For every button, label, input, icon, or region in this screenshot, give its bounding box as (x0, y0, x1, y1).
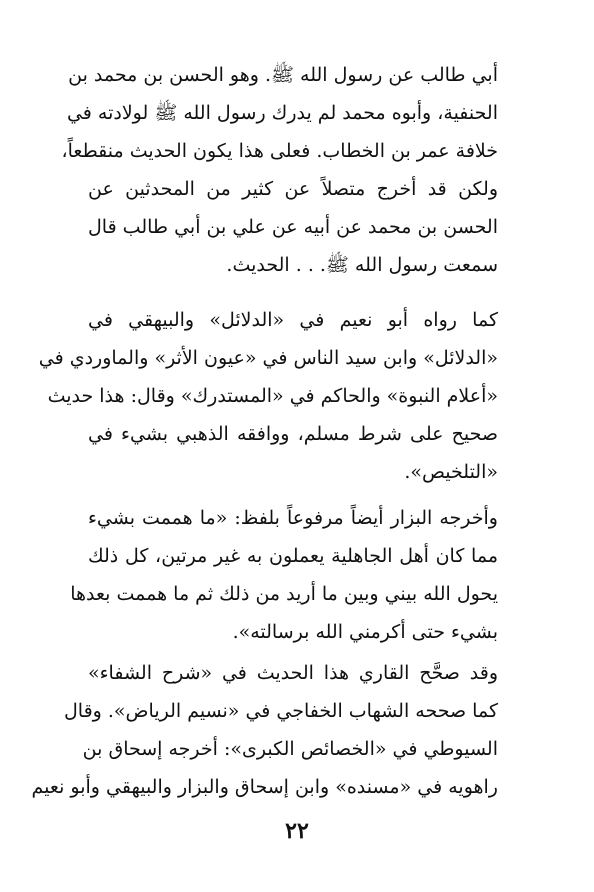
page-number: ٢٢ (285, 818, 309, 844)
text-line: بشيء حتى أكرمني الله برسالته». (232, 621, 498, 643)
text-line: كما رواه أبو نعيم في «الدلائل» والبيهقي في (88, 309, 498, 331)
text-line: يحول الله بيني وبين ما أريد من ذلك ثم ما هممت بعدها (70, 583, 498, 605)
text-line: أبي طالب عن رسول الله ﷺ. وهو الحسن بن محمد بن (68, 64, 498, 86)
paragraph-2 (38, 301, 498, 491)
text-line: وأخرجه البزار أيضاً مرفوعاً بلفظ: «ما هممت بشيء (88, 507, 498, 529)
text-line: خلافة عمر بن الخطاب. فعلى هذا يكون الحديث منقطعاً، (61, 140, 498, 162)
text-line: الحسن بن محمد عن أبيه عن علي بن أبي طالب قال (87, 216, 498, 238)
text-line: صحيح على شرط مسلم، ووافقه الذهبي بشيء في (88, 423, 498, 445)
text-line: «التلخيص». (404, 461, 498, 483)
text-line: «الدلائل» وابن سيد الناس في «عيون الأثر» والماوردي في (38, 347, 498, 369)
text-line: مما كان أهل الجاهلية يعملون به غير مرتين، كل ذلك (88, 545, 498, 567)
text-line: وقد صحَّح القاري هذا الحديث في «شرح الشفاء» (88, 662, 498, 684)
paragraph-4 (31, 654, 498, 806)
text-line: الحنفية، وأبوه محمد لم يدرك رسول الله ﷺ لولادته في (66, 102, 498, 124)
paragraph-3 (70, 499, 498, 651)
text-line: راهويه في «مسنده» وابن إسحاق والبزار والبيهقي وأبو نعيم (31, 776, 498, 798)
text-line: كما صححه الشهاب الخفاجي في «نسيم الرياض». وقال (64, 700, 498, 722)
text-line: ولكن قد أخرج متصلاً عن كثير من المحدثين عن (88, 178, 498, 200)
text-line: سمعت رسول الله ﷺ. . . الحديث. (226, 254, 498, 276)
text-line: «أعلام النبوة» والحاكم في «المستدرك» وقال: هذا حديث (47, 385, 498, 407)
paragraph-1 (61, 56, 498, 284)
text-line: السيوطي في «الخصائص الكبرى»: أخرجه إسحاق بن (82, 738, 498, 760)
